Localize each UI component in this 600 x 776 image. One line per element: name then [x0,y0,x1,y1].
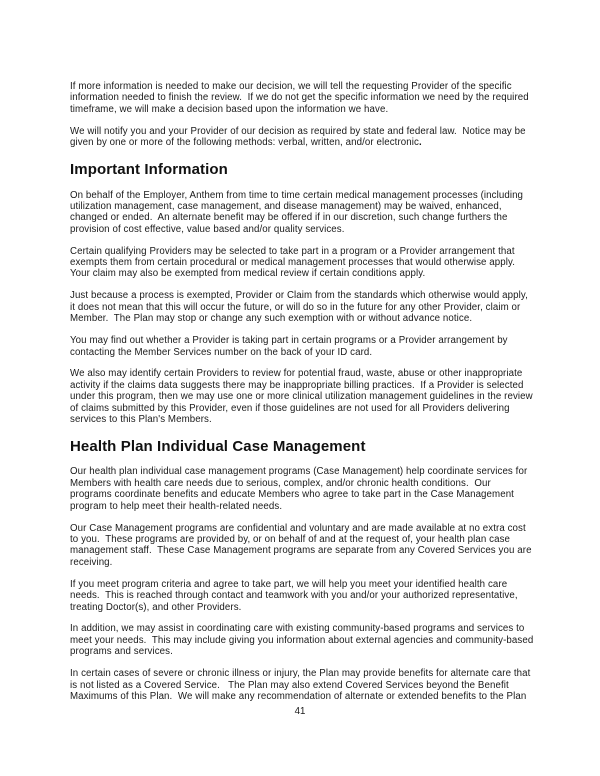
paragraph: Just because a process is exempted, Provider or Claim from the standards which otherwise would apply, it does not mean that this will occur the future, or will do so in the future for any other Provider, claim or Member. The Plan may stop or change any such exemption with or without advance notice. [70,290,531,325]
paragraph: In addition, we may assist in coordinating care with existing community-based programs and services to meet your needs. This may include giving you information about external agencies and community-based programs and services. [70,623,537,658]
page-number: 41 [294,706,306,717]
bold-period: . [418,137,422,149]
paragraph: If more information is needed to make our decision, we will tell the requesting Provider of the specific information needed to finish the review. If we do not get the specific information we need by the required timeframe, we will make a decision based upon the information we have. [70,81,532,115]
paragraph-text: We will notify you and your Provider of our decision as required by state and federal law. Notice may be given by one or more of the following methods: verbal, written, and/or electronic [70,125,529,149]
paragraph: You may find out whether a Provider is taking part in certain programs or a Provider arrangement by contacting the Member Services number on the back of your ID card. [70,335,511,358]
document-content [70,81,537,713]
paragraph: We also may identify certain Providers to review for potential fraud, waste, abuse or other inappropriate activity if the claims data suggests there may be inappropriate billing practices. If a Provider is selected under this program, then we may use one or more clinical utilization management guidelines in the review of claims submitted by this Provider, even if those guidelines are not used for all Providers delivering services to this Plan's Members. [70,368,536,426]
paragraph: If you meet program criteria and agree to take part, we will help you meet your identified health care needs. This is reached through contact and teamwork with you and/or your authorized representative, treating Doctor(s), and other Providers. [70,578,521,613]
paragraph: Our health plan individual case management programs (Case Management) help coordinate services for Members with health care needs due to serious, complex, and/or chronic health conditions. Our programs coordinate benefits and educate Members who agree to take part in the Case Management program to help meet their health-related needs. [70,466,531,512]
section-heading-important-information: Important Information [70,161,228,179]
paragraph: In certain cases of severe or chronic illness or injury, the Plan may provide benefits for alternate care that is not listed as a Covered Service. The Plan may also extend Covered Services beyond the Benefit Maximums of this Plan. We will make any recommendation of alternate or extended benefits to the Plan [70,668,534,702]
paragraph: Certain qualifying Providers may be selected to take part in a program or a Provider arrangement that exempts them from certain procedural or medical management processes that would otherwise apply. Your claim may also be exempted from medical review if certain conditions apply. [70,245,521,280]
paragraph: Our Case Management programs are confidential and voluntary and are made available at no extra cost to you. These programs are provided by, or on behalf of and at the request of, your health plan case management staff. These Case Management programs are separate from any Covered Services you are receiving. [70,522,535,568]
paragraph: On behalf of the Employer, Anthem from time to time certain medical management processes (including utilization management, case management, and disease management) may be waived, enhanced, changed or ended. An alternate benefit may be offered if in our discretion, such change furthers the provision of cost effective, value based and/or quality services. [70,189,526,235]
section-heading-case-management: Health Plan Individual Case Management [70,437,366,455]
paragraph [70,126,534,149]
